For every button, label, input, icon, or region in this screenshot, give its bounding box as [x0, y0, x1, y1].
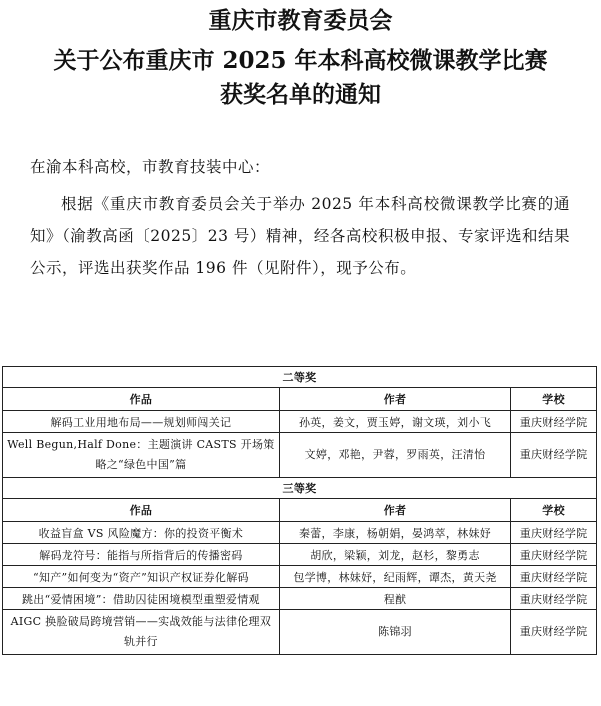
cell-author: 文婷，邓艳，尹蓉，罗雨英，汪清怡: [279, 433, 510, 478]
cell-school: 重庆财经学院: [511, 522, 597, 544]
table-row: [3, 433, 597, 478]
cell-work: “知产”如何变为“资产”知识产权证券化解码: [3, 566, 280, 588]
table-row: [3, 610, 597, 655]
table-row: [3, 544, 597, 566]
table-row: [3, 588, 597, 610]
table-row: [3, 522, 597, 544]
table-row: [3, 566, 597, 588]
section-header-third-prize: [3, 478, 597, 499]
document-title-line-2: 关于公布重庆市 2025 年本科高校微课教学比赛: [53, 47, 548, 74]
cell-work: 解码工业用地布局——规划师闯关记: [3, 411, 280, 433]
cell-school: 重庆财经学院: [511, 588, 597, 610]
cell-work: Well Begun,Half Done：主题演讲 CASTS 开场策略之“绿色中国”篇: [3, 433, 280, 478]
cell-work: 解码龙符号：能指与所指背后的传播密码: [3, 544, 280, 566]
column-header-work: 作品: [3, 499, 280, 522]
cell-school: 重庆财经学院: [511, 566, 597, 588]
salutation: 在渝本科高校，市教育技装中心：: [30, 158, 271, 176]
cell-author: 胡欣，梁颖，刘龙，赵杉，黎勇志: [279, 544, 510, 566]
section-title: 二等奖: [3, 367, 597, 388]
cell-school: 重庆财经学院: [511, 544, 597, 566]
column-header-row: [3, 499, 597, 522]
cell-author: 秦蕾，李康，杨朝娟，晏鸿萃，林妹妤: [279, 522, 510, 544]
cell-school: 重庆财经学院: [511, 433, 597, 478]
document-title-line-3: 获奖名单的通知: [220, 81, 381, 108]
cell-school: 重庆财经学院: [511, 610, 597, 655]
cell-work: 跳出“爱情困境”：借助囚徒困境模型重塑爱情观: [3, 588, 280, 610]
cell-author: 陈锦羽: [279, 610, 510, 655]
section-header-second-prize: [3, 367, 597, 388]
body-paragraph: 根据《重庆市教育委员会关于举办 2025 年本科高校微课教学比赛的通知》（渝教高函〔2025〕23 号）精神，经各高校积极申报、专家评选和结果公示，评选出获奖作品 196 件（见附件），现予公布。: [30, 195, 570, 277]
cell-work: 收益盲盒 VS 风险魔方：你的投资平衡术: [3, 522, 280, 544]
cell-author: 孙英，姜文，贾玉婷，谢文瑛，刘小飞: [279, 411, 510, 433]
award-table: [2, 366, 597, 655]
column-header-author: 作者: [279, 388, 510, 411]
column-header-school: 学校: [511, 499, 597, 522]
column-header-school: 学校: [511, 388, 597, 411]
table-row: [3, 411, 597, 433]
section-title: 三等奖: [3, 478, 597, 499]
cell-author: 程猷: [279, 588, 510, 610]
cell-work: AIGC 换脸破局跨境营销——实战效能与法律伦理双轨并行: [3, 610, 280, 655]
column-header-author: 作者: [279, 499, 510, 522]
column-header-work: 作品: [3, 388, 280, 411]
cell-author: 包学博，林妹妤，纪雨辉，谭杰，黄天尧: [279, 566, 510, 588]
column-header-row: [3, 388, 597, 411]
document-title-line-1: 重庆市教育委员会: [208, 7, 393, 34]
cell-school: 重庆财经学院: [511, 411, 597, 433]
